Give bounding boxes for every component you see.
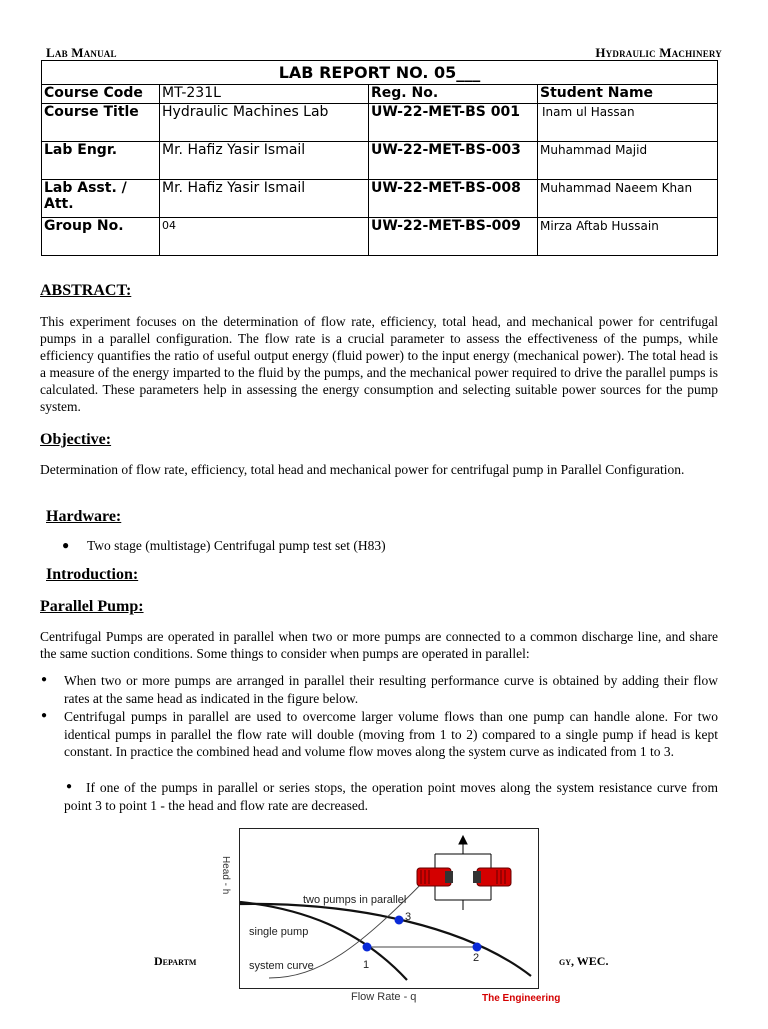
parallel-pump-figure: [220, 828, 561, 1024]
student-name-1: Inam ul Hassan: [538, 104, 718, 142]
parallel-pump-text: Centrifugal Pumps are operated in parallel when two or more pumps are connected to a common discharge line, and share the same suction conditions. Some things to consider when pumps are operated in parallel:: [40, 629, 718, 661]
two-pumps-label: two pumps in parallel: [303, 894, 407, 906]
bullet-dot: ●: [62, 538, 70, 552]
parallel-bullet-2: Centrifugal pumps in parallel are used to overcome larger volume flows than one pump can handle alone. For two identical pumps in parallel the flow rate will double (moving from 1 to 2) compared to a single pump if head is kept constant. In practice the combined head and volume flow moves along the system curve as indicated from 1 to 3.: [64, 709, 718, 759]
system-curve-label: system curve: [249, 960, 314, 972]
objective-text: Determination of flow rate, efficiency, total head and mechanical power for centrifugal pump in Parallel Configuration.: [40, 462, 685, 477]
student-name-3: Muhammad Naeem Khan: [538, 180, 718, 218]
point-2-label: 2: [473, 952, 480, 964]
pump-left-icon: [417, 868, 453, 886]
x-axis-label: Flow Rate - q: [351, 991, 417, 1003]
pump-right-icon: [473, 868, 511, 886]
reg-no-2: UW-22-MET-BS-003: [369, 142, 538, 180]
value-lab-engr: Mr. Hafiz Yasir Ismail: [160, 142, 369, 180]
header-left: Lab Manual: [46, 45, 117, 60]
label-course-title: Course Title: [42, 104, 160, 142]
abstract-text: This experiment focuses on the determination of flow rate, efficiency, total head, and mechanical power for centrifugal pumps in a parallel configuration. The flow rate is a crucial parameter to assess the effectiveness of the pumps, while efficiency quantifies the ratio of useful output energy (fluid power) to the input energy (mechanical power). The total head is a measure of the energy imparted to the fluid by the pumps, and the mechanical power required to drive the parallel pumps is calculated. These parameters help in assessing the energy consumption and selecting suitable power sources for the pump system.: [40, 314, 718, 414]
label-lab-engr: Lab Engr.: [42, 142, 160, 180]
operating-point-3: [395, 916, 404, 925]
label-group-no: Group No.: [42, 218, 160, 256]
header-right: Hydraulic Machinery: [595, 45, 722, 60]
single-pump-label: single pump: [249, 926, 309, 938]
footer-right: gy, WEC.: [559, 954, 609, 968]
parallel-bullet-1: When two or more pumps are arranged in parallel their resulting performance curve is obtained by adding their flow rates at the same head as indicated in the figure below.: [64, 673, 718, 706]
y-axis-label: Head - h: [220, 856, 231, 895]
label-course-code: Course Code: [42, 85, 160, 104]
report-info-table: [41, 60, 718, 256]
watermark-text: The Engineering: [482, 993, 561, 1004]
point-3-label: 3: [405, 911, 412, 923]
parallel-pump-heading: Parallel Pump:: [40, 598, 144, 615]
label-lab-asst: Lab Asst. / Att.: [42, 180, 160, 218]
operating-point-2: [473, 943, 482, 952]
report-title: LAB REPORT NO. 05___: [42, 61, 718, 85]
reg-header: Reg. No.: [369, 85, 538, 104]
value-course-code: MT-231L: [160, 85, 369, 104]
introduction-heading: Introduction:: [46, 566, 139, 583]
value-course-title: Hydraulic Machines Lab: [160, 104, 369, 142]
reg-no-1: UW-22-MET-BS 001: [369, 104, 538, 142]
bullet-dot: ●: [66, 781, 73, 792]
reg-no-4: UW-22-MET-BS-009: [369, 218, 538, 256]
student-name-2: Muhammad Majid: [538, 142, 718, 180]
abstract-heading: ABSTRACT:: [40, 282, 132, 299]
point-1-label: 1: [363, 959, 370, 971]
student-name-4: Mirza Aftab Hussain: [538, 218, 718, 256]
reg-no-3: UW-22-MET-BS-008: [369, 180, 538, 218]
hardware-item: Two stage (multistage) Centrifugal pump test set (H83): [87, 538, 386, 553]
pump-curve-diagram: [220, 828, 561, 1024]
objective-heading: Objective:: [40, 431, 112, 448]
bullet-dot: ●: [41, 674, 48, 685]
student-header: Student Name: [538, 85, 718, 104]
value-group-no: 04: [160, 218, 369, 256]
bullet-dot: ●: [41, 710, 48, 721]
parallel-sub-bullet: If one of the pumps in parallel or series stops, the operation point moves along the system resistance curve from point 3 to point 1 - the head and flow rate are decreased.: [64, 780, 718, 813]
operating-point-1: [363, 943, 372, 952]
hardware-heading: Hardware:: [46, 508, 122, 525]
footer-left: Departm: [154, 954, 197, 968]
value-lab-asst: Mr. Hafiz Yasir Ismail: [160, 180, 369, 218]
